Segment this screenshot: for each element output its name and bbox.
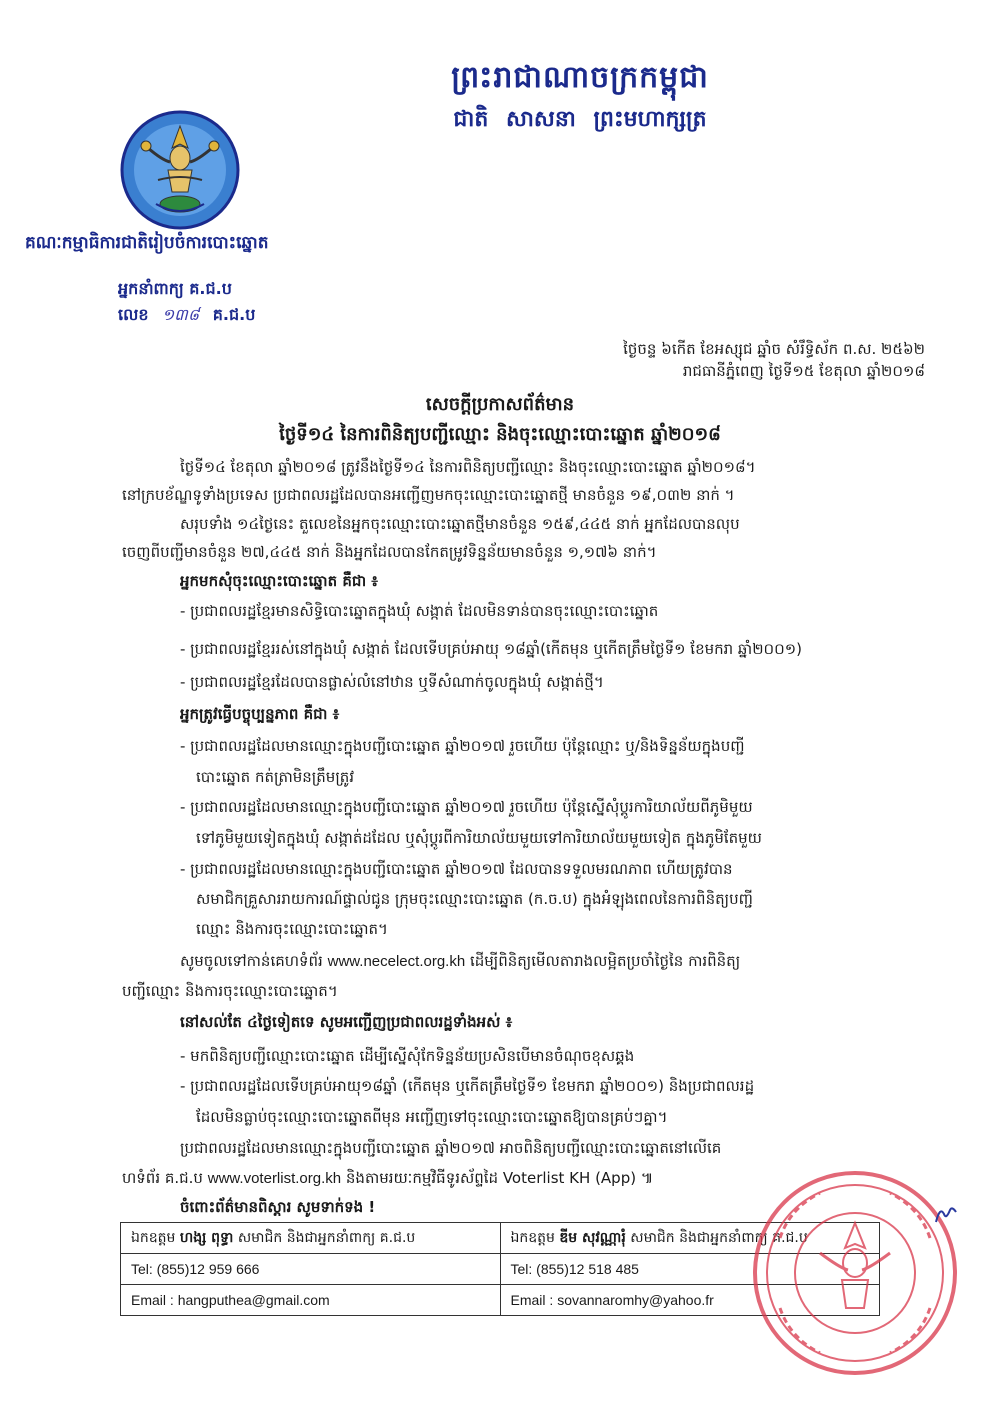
paragraph-line: ប្រជាពលរដ្ឋដែលមានឈ្មោះក្នុងបញ្ជីបោះឆ្នោត ឆ្នាំ២០១៧ អាចពិនិត្យបញ្ជីឈ្មោះបោះឆ្នោតនៅលើគេ: [180, 1139, 722, 1157]
contact-person-name: ហង្ស ពុទ្ធា: [179, 1229, 234, 1246]
list-item-continuation: ដែលមិនធ្លាប់ចុះឈ្មោះបោះឆ្នោតពីមុន អញ្ជើញទៅចុះឈ្មោះបោះឆ្នោតឱ្យបានគ្រប់ៗគ្នា។: [196, 1108, 668, 1126]
signature-mark: [930, 1200, 960, 1230]
nec-logo: [118, 108, 242, 232]
website-line: [180, 950, 740, 973]
signature-icon: [930, 1200, 960, 1230]
voterlist-website-link[interactable]: www.voterlist.org.kh: [207, 1170, 342, 1187]
list-item-continuation: ឈ្មោះ និងការចុះឈ្មោះបោះឆ្នោត។: [196, 920, 388, 938]
document-subtitle: ថ្ងៃទី១៤ នៃការពិនិត្យបញ្ជីឈ្មោះ និងចុះឈ្មោះបោះឆ្នោត ឆ្នាំ២០១៨: [279, 424, 721, 445]
voterlist-text: និងតាមរយៈកម្មវិធីទូរស័ព្ទដៃ Voterlist KH (App) ៕: [345, 1169, 654, 1187]
list-item-continuation: ទៅភូមិមួយទៀតក្នុងឃុំ សង្កាត់ដដែល ឬសុំប្ដូរពីការិយាល័យមួយទៅការិយាល័យមួយទៀត ក្នុងភូមិតែមួយ: [196, 829, 762, 847]
contact-cell: [121, 1285, 501, 1316]
email-link[interactable]: hangputhea@gmail.com: [177, 1292, 330, 1308]
section-heading: អ្នកត្រូវធ្វើបច្ចុប្បន្នភាព គឺជា ៖: [180, 705, 340, 723]
contact-person-name: ឌីម សុវណ្ណារុំ: [559, 1229, 626, 1246]
nec-website-link[interactable]: www.necelect.org.kh: [327, 953, 466, 970]
website-text: សូមចូលទៅកាន់គេហទំព័រ: [180, 952, 323, 970]
contact-email: [131, 1285, 490, 1315]
list-item: - ប្រជាពលរដ្ឋដែលមានឈ្មោះក្នុងបញ្ជីបោះឆ្នោត ឆ្នាំ២០១៧ ដែលបានទទួលមរណភាព ហើយត្រូវបាន: [180, 860, 733, 878]
list-item-continuation: បោះឆ្នោត កត់ត្រាមិនត្រឹមត្រូវ: [196, 768, 355, 786]
paragraph-line: នៅក្របខ័ណ្ឌទូទាំងប្រទេស ប្រជាពលរដ្ឋដែលបានអញ្ជើញមកចុះឈ្មោះបោះឆ្នោតថ្មី មានចំនួន ១៩,០៣២ នាក់ ។: [122, 486, 735, 504]
reference-suffix: គ.ជ.ប: [212, 305, 256, 324]
contact-prefix: ឯកឧត្តម: [510, 1229, 555, 1246]
contact-name: [131, 1223, 490, 1253]
paragraph-line: សរុបទាំង ១៤ថ្ងៃនេះ តួលេខនៃអ្នកចុះឈ្មោះបោះឆ្នោតថ្មីមានចំនួន ១៥៩,៤៤៥ នាក់ អ្នកដែលបានលុប: [180, 515, 740, 533]
lunar-date: ថ្ងៃចន្ទ ៦កើត ខែអស្សុជ ឆ្នាំច សំរឹទ្ធិស័ក ព.ស. ២៥៦២: [623, 340, 925, 358]
contact-cell: [121, 1223, 501, 1254]
committee-name: គណៈកម្មាធិការជាតិរៀបចំការបោះឆ្នោត: [25, 233, 269, 253]
paragraph-line: បញ្ជីឈ្មោះ និងការចុះឈ្មោះបោះឆ្នោត។: [122, 982, 338, 1000]
section-heading: នៅសល់តែ ៤ថ្ងៃទៀតទេ សូមអញ្ជើញប្រជាពលរដ្ឋទាំងអស់ ៖: [180, 1013, 513, 1031]
list-item: - ប្រជាពលរដ្ឋខ្មែររស់នៅក្នុងឃុំ សង្កាត់ ដែលទើបគ្រប់អាយុ ១៨ឆ្នាំ(កើតមុន ឬកើតត្រឹមថ្ងៃទី១ ខែមករា ឆ្នាំ២០០១): [180, 640, 803, 658]
email-label: Email :: [131, 1292, 174, 1308]
list-item: - ប្រជាពលរដ្ឋដែលមានឈ្មោះក្នុងបញ្ជីបោះឆ្នោត ឆ្នាំ២០១៧ រួចហើយ ប៉ុន្តែឈ្មោះ ឬ/និងទិន្នន័យក្នុងបញ្ជី: [180, 737, 745, 755]
contact-role: សមាជិក និងជាអ្នកនាំពាក្យ គ.ជ.ប: [237, 1229, 416, 1246]
list-item-continuation: សមាជិកគ្រួសាររាយការណ៍ផ្ទាល់ជូន ក្រុមចុះឈ្មោះបោះឆ្នោត (ក.ច.ប) ក្នុងអំឡុងពេលនៃការពិនិត្យបញ្ជី: [196, 890, 753, 908]
kingdom-title: ព្រះរាជាណាចក្រកម្ពុជា: [451, 60, 709, 95]
website-text: ដើម្បីពិនិត្យមើលតារាងលម្អិតប្រចាំថ្ងៃនៃ ការពិនិត្យ: [469, 952, 741, 970]
contact-role: សមាជិក និងជាអ្នកនាំពាក្យ គ.ជ.ប: [630, 1229, 808, 1246]
contact-cell: [121, 1254, 501, 1285]
document-title: សេចក្ដីប្រកាសព័ត៌មាន: [425, 394, 575, 415]
list-item: - ប្រជាពលរដ្ឋខ្មែរមានសិទ្ធិបោះឆ្នោតក្នុងឃុំ សង្កាត់ ដែលមិនទាន់បានចុះឈ្មោះបោះឆ្នោត: [180, 602, 659, 620]
solar-date: រាជធានីភ្នំពេញ ថ្ងៃទី១៥ ខែតុលា ឆ្នាំ២០១៨: [682, 362, 925, 380]
list-item: - ប្រជាពលរដ្ឋខ្មែរដែលបានផ្លាស់លំនៅឋាន ឬទីសំណាក់ចូលក្នុងឃុំ សង្កាត់ថ្មី។: [180, 673, 604, 691]
nec-emblem-icon: [118, 108, 242, 232]
email-label: Email :: [510, 1292, 554, 1308]
voterlist-line: [122, 1167, 653, 1190]
closing-line: ចំពោះព័ត៌មានពិស្ដារ សូមទាក់ទង !: [180, 1198, 376, 1216]
contact-tel[interactable]: Tel: (855)12 959 666: [131, 1261, 260, 1277]
list-item: - មកពិនិត្យបញ្ជីឈ្មោះបោះឆ្នោត ដើម្បីស្នើសុំកែទិន្នន័យប្រសិនបើមានចំណុចខុសឆ្គង: [180, 1047, 635, 1065]
list-item: - ប្រជាពលរដ្ឋដែលទើបគ្រប់អាយុ១៨ឆ្នាំ (កើតមុន ឬកើតត្រឹមថ្ងៃទី១ ខែមករា ឆ្នាំ២០០១) និងប្រជាពលរដ្ឋ: [180, 1077, 755, 1095]
official-seal: [750, 1168, 960, 1378]
contact-prefix: ឯកឧត្តម: [131, 1229, 176, 1246]
section-heading: អ្នកមកសុំចុះឈ្មោះបោះឆ្នោត គឺជា ៖: [180, 572, 378, 590]
contact-tel[interactable]: Tel: (855)12 518 485: [510, 1261, 639, 1277]
reference-number: [118, 304, 255, 328]
spokesperson-label: អ្នកនាំពាក្យ គ.ជ.ប: [118, 279, 232, 298]
reference-value: ១៣៨: [162, 305, 200, 324]
reference-label: លេខ: [118, 305, 149, 324]
national-motto: ជាតិ សាសនា ព្រះមហាក្សត្រ: [453, 107, 707, 132]
voterlist-text: ហទំព័រ គ.ជ.ប: [122, 1169, 203, 1187]
list-item: - ប្រជាពលរដ្ឋដែលមានឈ្មោះក្នុងបញ្ជីបោះឆ្នោត ឆ្នាំ២០១៧ រួចហើយ ប៉ុន្តែស្នើសុំប្ដូរការិយាល័យពីភូមិមួយ: [180, 798, 753, 816]
seal-stamp-icon: [750, 1168, 960, 1378]
paragraph-line: ចេញពីបញ្ជីមានចំនួន ២៧,៤៤៥ នាក់ និងអ្នកដែលបានកែតម្រូវទិន្នន័យមានចំនួន ១,១៧៦ នាក់។: [122, 543, 657, 561]
email-link[interactable]: sovannaromhy@yahoo.fr: [557, 1292, 714, 1308]
paragraph-line: ថ្ងៃទី១៤ ខែតុលា ឆ្នាំ២០១៨ ត្រូវនឹងថ្ងៃទី១៤ នៃការពិនិត្យបញ្ជីឈ្មោះ និងចុះឈ្មោះបោះឆ្នោត ឆ្នាំ២០១៨។: [180, 458, 756, 476]
